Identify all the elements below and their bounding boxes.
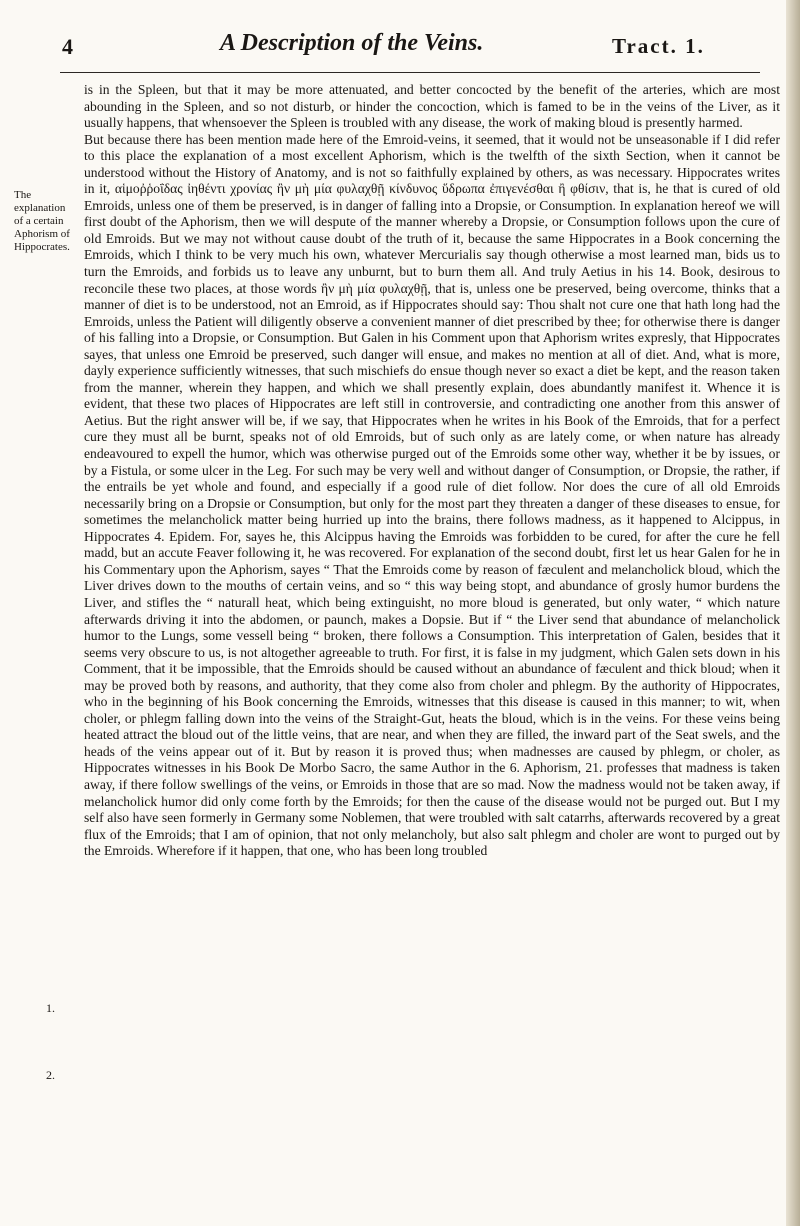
margin-number-2: 2. [46, 1068, 55, 1082]
page-spine [786, 0, 800, 1226]
tract-label: Tract. 1. [612, 34, 705, 58]
body-text [84, 82, 780, 860]
running-title: A Description of the Veins. [220, 30, 484, 56]
page-number: 4 [62, 34, 73, 59]
header-rule [60, 72, 760, 73]
margin-number-1: 1. [46, 1001, 55, 1015]
margin-note: The explanation of a certain Aphorism of Hippocrates. [14, 189, 70, 253]
paragraph-1: is in the Spleen, but that it may be more attenuated, and better concocted by the benefit of the arteries, which are most abounding in the Spleen, and so not disturb, or hinder the concoction, which is famed to be in the veins of the Liver, as it usually happens, that whensoever the Spleen is troubled with any disease, the work of making bloud is presently harmed. [84, 82, 780, 131]
paragraph-2: But because there has been mention made here of the Emroid-veins, it seemed, that it would not be unseasonable if I did refer to this place the explanation of a most excellent Aphorism, which is the twelfth of the sixth Section, when it cannot be understood without the History of Anatomy, and is not so faithfully explained by others, as was necessary. Hippocrates writes in it, αἱμοῤῥοΐδας ἰηθέντι χρονίας ἢν μὴ μία φυλαχθῇ κίνδυνος ὕδρωπα ἐπιγενέσθαι ἢ φθίσιν, that is, he that is cured of old Emroids, unless one of them be preserved, is in danger of falling into a Dropsie, or Consumption. In explanation hereof we will first doubt of the Aphorism, then we will despute of the manner whereby a Dropsie, or Consumption follows upon the cure of old Emroids. But we may not without cause doubt of the truth of it, because the same Hippocrates in a Book concerning the Emroids, which I think to be very much his own, whatever Mercurialis say though otherwise a most learned man, bids us to turn the Emroids, and forbids us to leave any unburnt, but to burn them all. And truly Aetius in his 14. Book, desirous to reconcile these two places, at those words ἢν μὴ μία φυλαχθῇ, that is, unless one be preserved, being overcome, thinks that a manner of diet is to be understood, not an Emroid, as if Hippocrates should say: Thou shalt not cure one that hath long had the Emroids, unless the Patient will diligently observe a convenient manner of diet prescribed by thee; for otherwise there is danger of his falling into a Dropsie, or Consumption. But Galen in his Comment upon that Aphorism writes expresly, that Hippocrates sayes, that unless one Emroid be preserved, such danger will ensue, and makes no mention at all of diet. And, what is more, dayly experience sufficiently witnesses, that such mischiefs do ensue though never so exact a diet be kept, and the reason taken from the manner, wherein they happen, and which we shall presently explain, does abundantly manifest it. Whence it is evident, that these two places of Hippocrates are left still in controversie, and contradicting one another from this answer of Aetius. But the right answer will be, if we say, that Hippocrates when he writes in his Book of the Emroids, that for a perfect cure they must all be burnt, speaks not of old Emroids, but of such only as are lately come, or when nature has already endeavoured to expell the humor, which was otherwise purged out of the Emroids some other way, whether it be by issues, or by a Fistula, or some ulcer in the Leg. For such may be very well and without danger of Consumption, or Dropsie, the rather, if the entrails be yet whole and found, and especially if a good rule of diet follow. Nor does the cure of all old Emroids necessarily bring on a Dropsie or Consumption, but only for the most part they threaten a danger of these diseases to ensue, for sometimes the melancholick matter being hurried up into the brains, there follows madness, as it happened to Alcippus, in Hippocrates 4. Epidem. For, sayes he, this Alcippus having the Emroids was forbidden to be cured, for after the cure he fell madd, but an accute Feaver following it, he was recovered. For explanation of the second doubt, first let us hear Galen for he in his Commentary upon the Aphorism, sayes “ That the Emroids come by reason of fæculent and melancholick bloud, which the Liver drives down to the mouths of certain veins, and so “ this way being stopt, and abundance of grosly humor burdens the Liver, and stifles the “ naturall heat, which being extinguisht, no more bloud is generated, but only water, “ which nature afterwards driving it into the abdomen, or paunch, makes a Dopsie. But if “ the Liver send that abundance of melancholick humor to the Lungs, some vessell being “ broken, there follows a Consumption. This interpretation of Galen, besides that it seems very obscure to us, is not altogether agreeable to truth. For first, it is false in my judgment, which Galen sets down in his Comment, that it be impossible, that the Emroids should be caused without an abundance of fæculent and thick bloud; when it may be proved both by reasons, and authority, that they come also from choler and phlegm. By the authority of Hippocrates, who in the beginning of his Book concerning the Emroids, witnesses that this disease is caused in this manner; to wit, when choler, or phlegm falling down into the veins of the Straight-Gut, heats the bloud, which is in the veins. For these veins being heated attract the bloud out of the little veins, that are near, and when they are filled, the inward part of the Seat swels, and the heads of the veins appear out of it. But by reason it is proved thus; when madnesses are caused by phlegm, or choler, as Hippocrates witnesses in his Book De Morbo Sacro, the same Author in the 6. Aphorism, 21. professes that madness is taken away, if there follow swellings of the veins, or Emroids in those that are so mad. Now the madness would not be taken away, if melancholick humor did only come forth by the Emroids; for then the cause of the disease would not be purged out. But I my self also have seen formerly in Germany some Noblemen, that were troubled with salt catarrhs, afterwards recovered by a great flux of the Emroids; that I am of opinion, that not only melancholy, but also salt phlegm and choler are wont to purged out by the Emroids. Wherefore if it happen, that one, who has been long troubled [84, 131, 780, 859]
